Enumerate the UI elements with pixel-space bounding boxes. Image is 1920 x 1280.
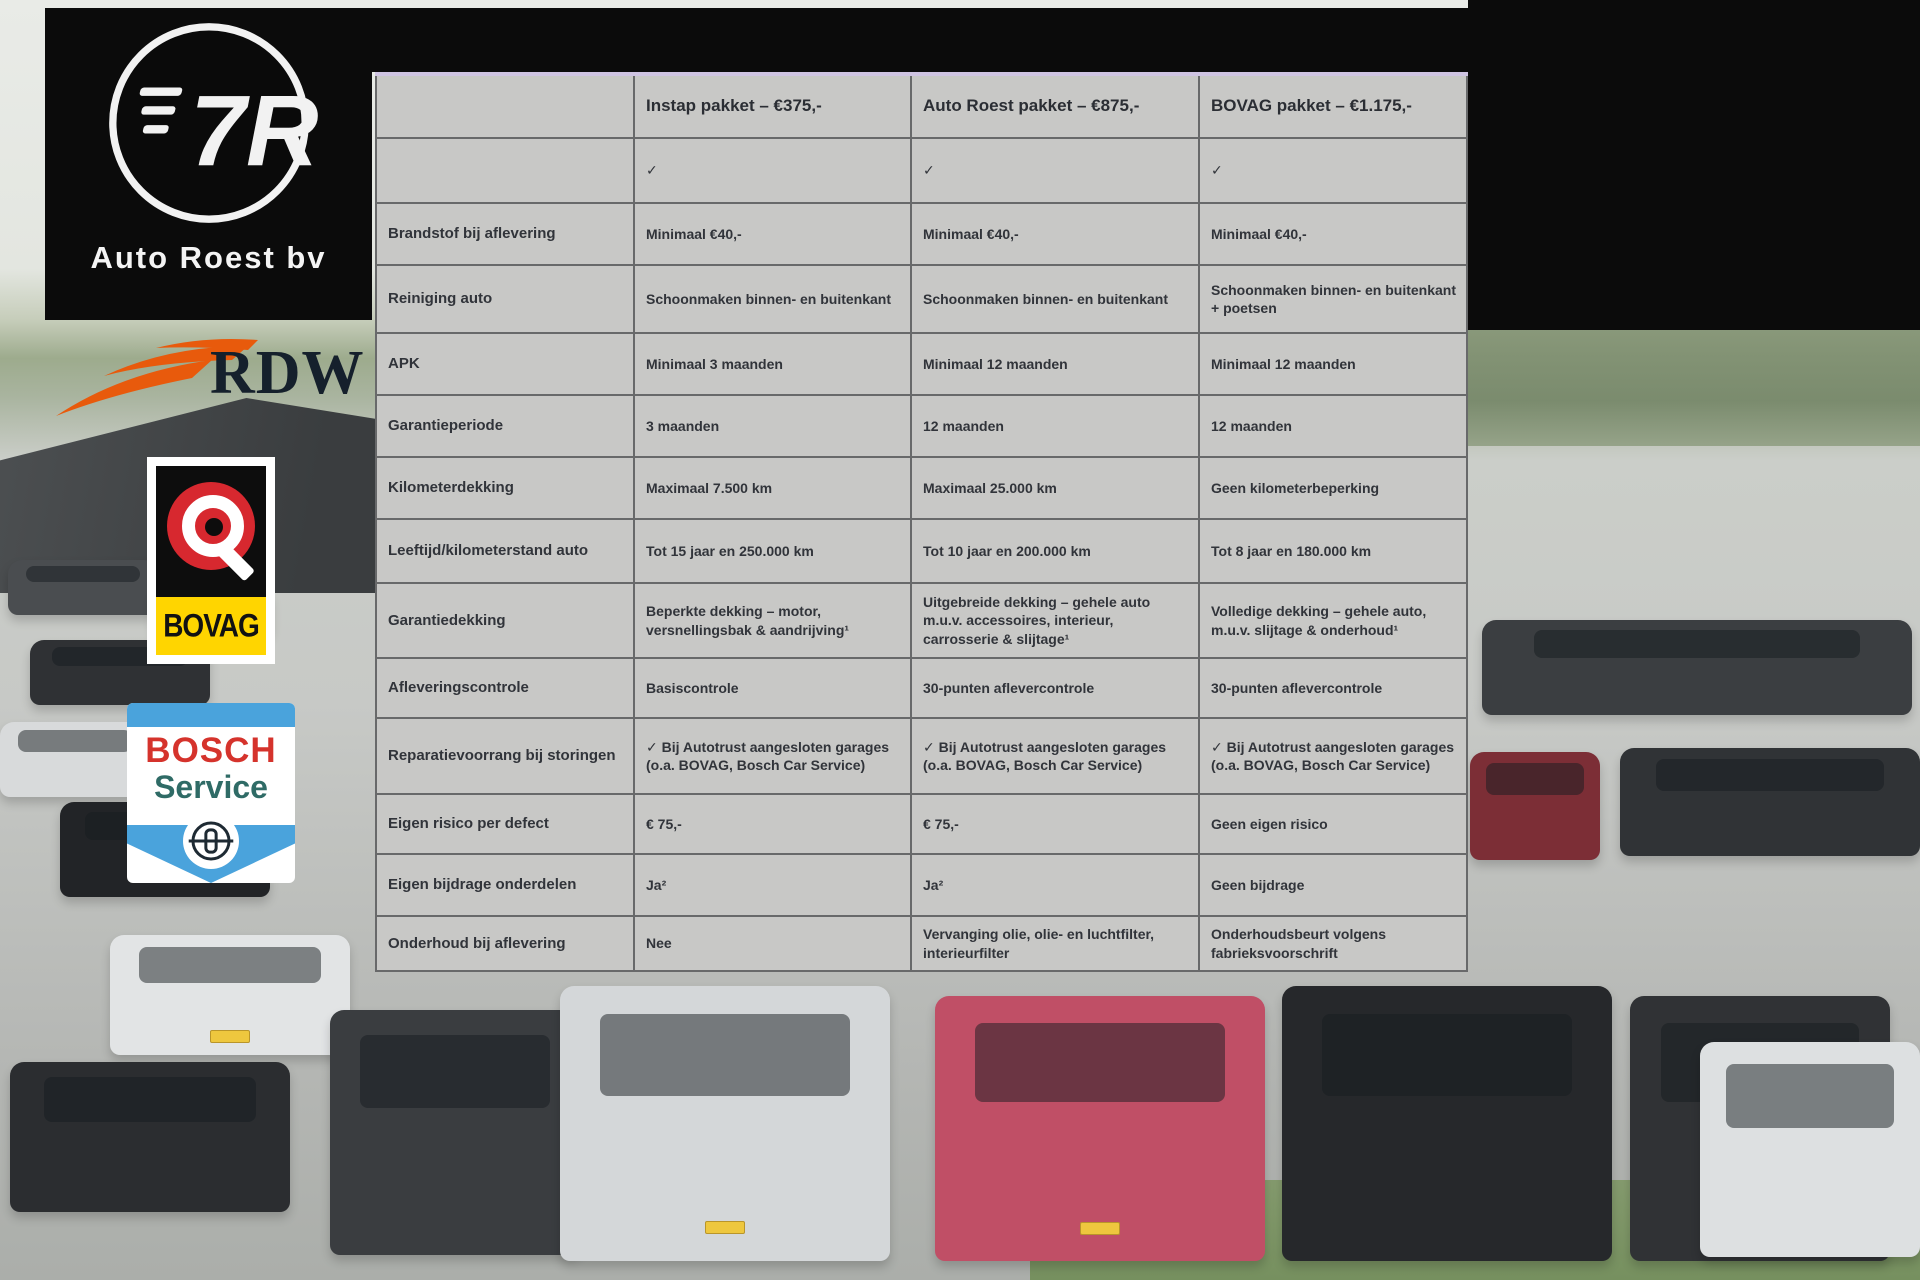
cell-value: Beperkte dekking – motor, versnellingsbak & aandrijving¹ xyxy=(635,584,912,657)
row-label: Reparatievoorrang bij storingen xyxy=(375,719,635,793)
cell-value: 30-punten aflevercontrole xyxy=(1200,659,1468,717)
cell-value: Nee xyxy=(635,917,912,970)
row-label: Eigen bijdrage onderdelen xyxy=(375,855,635,915)
table-row xyxy=(375,659,1468,719)
cell-value: Onderhoudsbeurt volgens fabrieksvoorschrift xyxy=(1200,917,1468,970)
table-row xyxy=(375,204,1468,266)
background-car xyxy=(1482,620,1912,715)
table-row xyxy=(375,396,1468,458)
background-car xyxy=(110,935,350,1055)
row-label: Afleveringscontrole xyxy=(375,659,635,717)
comparison-table xyxy=(375,72,1468,972)
cell-value: Vervanging olie, olie- en luchtfilter, interieurfilter xyxy=(912,917,1200,970)
svg-text:7R: 7R xyxy=(189,74,318,187)
cell-value: Minimaal 3 maanden xyxy=(635,334,912,394)
background-car xyxy=(1470,752,1600,860)
table-row xyxy=(375,855,1468,917)
cell-value: Maximaal 7.500 km xyxy=(635,458,912,518)
cell-value: Geen kilometerbeperking xyxy=(1200,458,1468,518)
top-right-panel xyxy=(1468,0,1920,330)
table-row xyxy=(375,584,1468,659)
cell-value: Minimaal 12 maanden xyxy=(1200,334,1468,394)
cell-value: Tot 8 jaar en 180.000 km xyxy=(1200,520,1468,582)
cell-value: ✓ Bij Autotrust aangesloten garages (o.a. BOVAG, Bosch Car Service) xyxy=(912,719,1200,793)
background-car xyxy=(1620,748,1920,856)
bovag-logo xyxy=(147,457,275,664)
cell-value: Tot 15 jaar en 250.000 km xyxy=(635,520,912,582)
bosch-text: BOSCH xyxy=(145,731,277,770)
background-car xyxy=(1282,986,1612,1261)
table-row xyxy=(375,334,1468,396)
row-label: Brandstof bij aflevering xyxy=(375,204,635,264)
cell-value: € 75,- xyxy=(635,795,912,853)
cell-value: Minimaal €40,- xyxy=(1200,204,1468,264)
cell-value: 12 maanden xyxy=(1200,396,1468,456)
row-label: APK xyxy=(375,334,635,394)
bosch-top-band xyxy=(127,703,295,727)
cell-value: Geen eigen risico xyxy=(1200,795,1468,853)
cell-value: Geen bijdrage xyxy=(1200,855,1468,915)
table-row xyxy=(375,458,1468,520)
cell-value: Schoonmaken binnen- en buitenkant xyxy=(635,266,912,332)
column-header: Instap pakket – €375,- xyxy=(635,76,912,137)
row-label: Onderhoud bij aflevering xyxy=(375,917,635,970)
cell-value: ✓ xyxy=(635,139,912,202)
row-label: Leeftijd/kilometerstand auto xyxy=(375,520,635,582)
cell-value: ✓ Bij Autotrust aangesloten garages (o.a. BOVAG, Bosch Car Service) xyxy=(635,719,912,793)
row-label: Kilometerdekking xyxy=(375,458,635,518)
cell-value: Schoonmaken binnen- en buitenkant xyxy=(912,266,1200,332)
cell-value: ✓ xyxy=(912,139,1200,202)
cell-value: Uitgebreide dekking – gehele auto m.u.v. accessoires, interieur, carrosserie & slijtage¹ xyxy=(912,584,1200,657)
bosch-service-text: Service xyxy=(154,769,268,805)
cell-value: Volledige dekking – gehele auto, m.u.v. slijtage & onderhoud¹ xyxy=(1200,584,1468,657)
background-car xyxy=(330,1010,580,1255)
auto-roest-logo-panel xyxy=(45,8,372,320)
table-header-row xyxy=(375,76,1468,139)
background-car xyxy=(8,560,158,615)
row-label: Eigen risico per defect xyxy=(375,795,635,853)
bosch-armature-icon xyxy=(183,813,239,869)
cell-value: Basiscontrole xyxy=(635,659,912,717)
row-label: Reiniging auto xyxy=(375,266,635,332)
table-row xyxy=(375,520,1468,584)
row-label: Garantieperiode xyxy=(375,396,635,456)
background-car xyxy=(935,996,1265,1261)
column-header: BOVAG pakket – €1.175,- xyxy=(1200,76,1468,137)
auto-roest-logo-icon xyxy=(94,8,324,238)
bosch-logo xyxy=(127,703,295,883)
table-row xyxy=(375,917,1468,972)
table-row xyxy=(375,719,1468,795)
company-name: Auto Roest bv xyxy=(90,240,327,275)
table-row xyxy=(375,795,1468,855)
cell-value: Ja² xyxy=(635,855,912,915)
cell-value: Schoonmaken binnen- en buitenkant + poetsen xyxy=(1200,266,1468,332)
cell-value: 30-punten aflevercontrole xyxy=(912,659,1200,717)
cell-value: Minimaal €40,- xyxy=(635,204,912,264)
column-header: Auto Roest pakket – €875,- xyxy=(912,76,1200,137)
cell-value: ✓ Bij Autotrust aangesloten garages (o.a. BOVAG, Bosch Car Service) xyxy=(1200,719,1468,793)
bovag-q-icon xyxy=(156,466,266,597)
bovag-text: BOVAG xyxy=(163,607,259,644)
background-car xyxy=(1700,1042,1920,1257)
cell-value: 12 maanden xyxy=(912,396,1200,456)
cell-value: ✓ xyxy=(1200,139,1468,202)
background-car xyxy=(10,1062,290,1212)
cell-value: Minimaal €40,- xyxy=(912,204,1200,264)
background-car xyxy=(560,986,890,1261)
cell-value: Minimaal 12 maanden xyxy=(912,334,1200,394)
table-row xyxy=(375,266,1468,334)
rdw-logo xyxy=(52,330,365,430)
cell-value: € 75,- xyxy=(912,795,1200,853)
row-label: Garantiedekking xyxy=(375,584,635,657)
column-header xyxy=(375,76,635,137)
cell-value: 3 maanden xyxy=(635,396,912,456)
rdw-text: RDW xyxy=(210,339,365,407)
table-row xyxy=(375,139,1468,204)
cell-value: Ja² xyxy=(912,855,1200,915)
row-label xyxy=(375,139,635,202)
cell-value: Maximaal 25.000 km xyxy=(912,458,1200,518)
cell-value: Tot 10 jaar en 200.000 km xyxy=(912,520,1200,582)
